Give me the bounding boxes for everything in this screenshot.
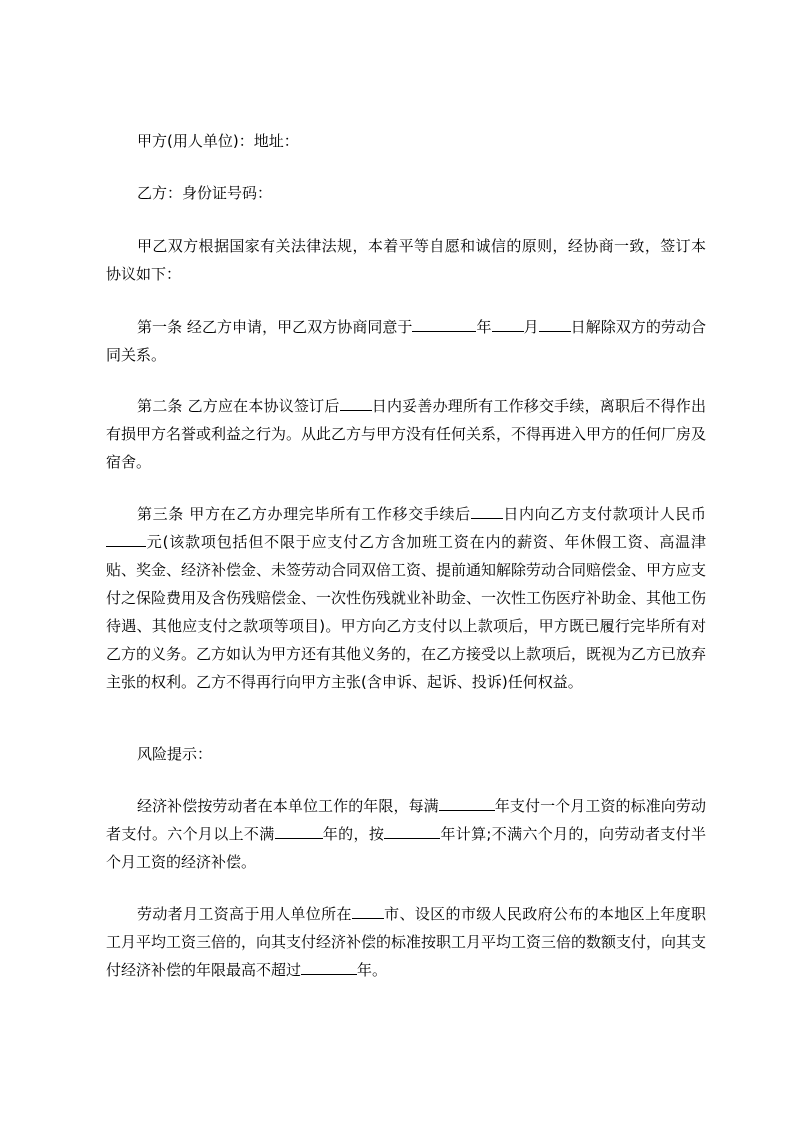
preamble-text: 甲乙双方根据国家有关法律法规，本着平等自愿和诚信的原则，经协商一致，签订本协议如下：	[106, 237, 706, 283]
date-year-blank	[412, 314, 476, 332]
article-2-paragraph	[106, 392, 706, 476]
risk-title-text: 风险提示：	[137, 745, 213, 763]
risk-title-line	[106, 740, 706, 768]
article-1-text-2: 年	[476, 318, 492, 336]
article-3-paragraph	[106, 500, 706, 696]
less-than-year-blank	[275, 821, 323, 839]
payment-amount-blank	[106, 529, 146, 547]
risk-2-paragraph	[106, 900, 706, 984]
payment-days-blank	[471, 501, 503, 519]
party-a-text: 甲方(用人单位)：地址：	[137, 132, 299, 150]
risk-1-text-3: 年的，按	[322, 825, 385, 843]
date-day-blank	[539, 314, 571, 332]
max-years-blank	[301, 957, 357, 975]
risk-2-text-3: 年。	[357, 961, 388, 979]
risk-1-text-4: 年计算;不满六个月的，向劳动者支付半个月工资的经济补偿。	[106, 825, 706, 871]
article-2-text-1: 第二条 乙方应在本协议签订后	[137, 397, 340, 415]
article-3-text-2: 日内向乙方支付款项计人民币	[502, 505, 706, 523]
date-month-blank	[492, 314, 524, 332]
article-1-text-4: 日解除双方的劳动合同关系。	[106, 318, 706, 364]
handover-days-blank	[340, 393, 372, 411]
article-2-text-2: 日内妥善办理所有工作移交手续，离职后不得作出有损甲方名誉或利益之行为。从此乙方与甲方没有任何关系，不得再进入甲方的任何厂房及宿舍。	[106, 397, 707, 471]
risk-2-text-2: 市、设区的市级人民政府公布的本地区上年度职工月平均工资三倍的，向其支付经济补偿的标准按职工月平均工资三倍的数额支付，向其支付经济补偿的年限最高不超过	[106, 905, 707, 979]
article-1-paragraph	[106, 313, 706, 369]
risk-1-text-2: 年支付一个月工资的标准向劳动者支付。六个月以上不满	[106, 797, 706, 843]
risk-1-paragraph	[106, 792, 706, 876]
risk-1-text-1: 经济补偿按劳动者在本单位工作的年限，每满	[137, 797, 439, 815]
service-years-blank	[439, 793, 495, 811]
risk-2-text-1: 劳动者月工资高于用人单位所在	[137, 905, 352, 923]
article-3-text-1: 第三条 甲方在乙方办理完毕所有工作移交手续后	[137, 505, 471, 523]
party-b-text: 乙方：身份证号码：	[137, 184, 273, 202]
count-as-year-blank	[384, 821, 440, 839]
article-1-text-1: 第一条 经乙方申请，甲乙双方协商同意于	[137, 318, 413, 336]
party-b-line	[106, 179, 706, 207]
article-3-text-3: 元(该款项包括但不限于应支付乙方含加班工资在内的薪资、年休假工资、高温津贴、奖金、经济补偿金、未签劳动合同双倍工资、提前通知解除劳动合同赔偿金、甲方应支付之保险费用及含伤残赔偿金、一次性伤残就业补助金、一次性工伤医疗补助金、其他工伤待遇、其他应支付之款项等项目)。甲方向乙方支付以上款项后，甲方既已履行完毕所有对乙方的义务。乙方如认为甲方还有其他义务的，在乙方接受以上款项后，既视为乙方已放弃主张的权利。乙方不得再行向甲方主张(含申诉、起诉、投诉)任何权益。	[106, 533, 707, 691]
preamble-paragraph	[106, 232, 706, 288]
city-blank	[352, 901, 384, 919]
article-1-text-3: 月	[523, 318, 539, 336]
party-a-line	[106, 127, 706, 155]
